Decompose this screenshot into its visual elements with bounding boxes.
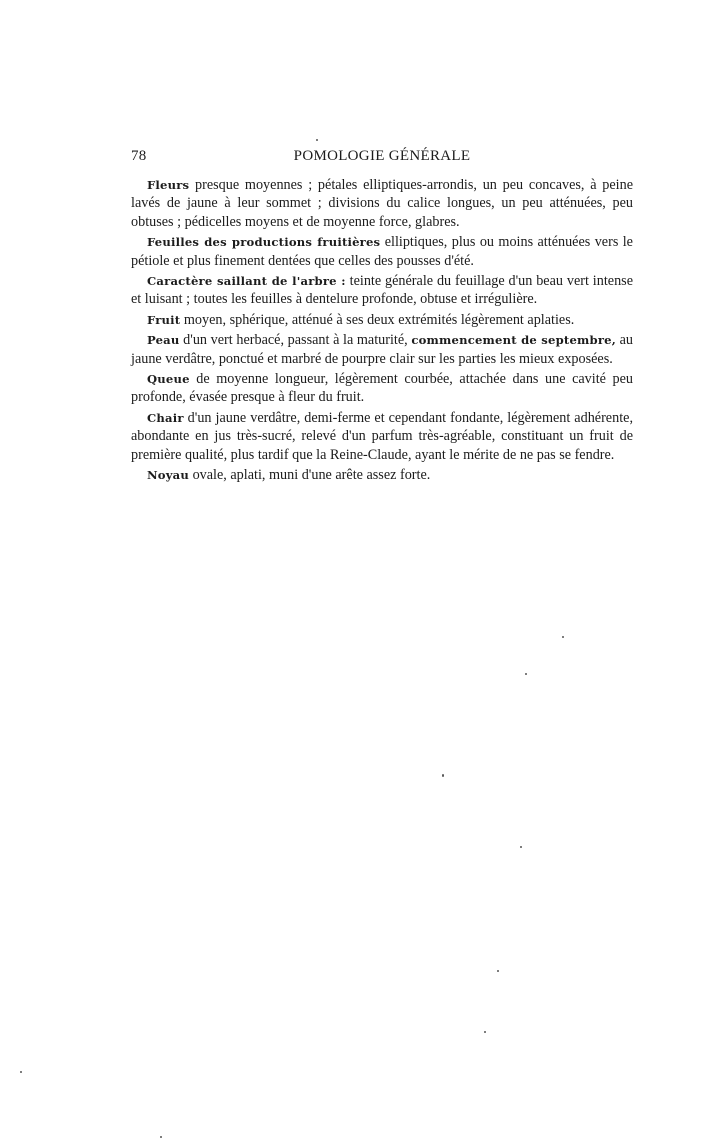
paragraph-caractere: [131, 272, 633, 309]
term-peau-date: commencement de septembre,: [411, 333, 616, 348]
text-noyau: ovale, aplati, muni d'une arête assez forte.: [189, 467, 431, 484]
scan-speck: [160, 1136, 162, 1138]
text-queue: de moyenne longueur, légèrement courbée, attachée dans une cavité peu profonde, évasée presque à fleur du fruit.: [131, 371, 633, 406]
text-peau: d'un vert herbacé, passant à la maturité,: [179, 332, 412, 349]
term-chair: Chair: [147, 410, 184, 425]
paragraph-fruit: [131, 311, 633, 329]
paragraph-peau: [131, 331, 633, 368]
scan-speck: [316, 139, 318, 141]
term-caractere: Caractère saillant de l'arbre :: [147, 274, 346, 289]
scan-speck: [520, 846, 522, 848]
term-fleurs: Fleurs: [147, 178, 190, 192]
scan-speck: [525, 673, 527, 675]
paragraph-feuilles: [131, 233, 633, 270]
term-noyau: Noyau: [147, 468, 190, 483]
page-number: 78: [131, 148, 147, 164]
paragraph-chair: [131, 409, 633, 464]
body-text: [131, 176, 633, 485]
scan-speck: [20, 1071, 22, 1073]
scan-speck: [562, 636, 564, 638]
running-title: POMOLOGIE GÉNÉRALE: [293, 148, 471, 164]
text-fruit: moyen, sphérique, atténué à ses deux extrémités légèrement aplaties.: [180, 311, 575, 328]
term-peau: Peau: [147, 333, 180, 348]
text-fleurs: presque moyennes ; pétales elliptiques-arrondis, un peu concaves, à peine lavés de jaune à leur sommet ; divisions du calice longues, un peu atténuées, peu obtuses ; pédicelles moyens et de moyenne force, glabres.: [131, 177, 633, 230]
text-chair: d'un jaune verdâtre, demi-ferme et cependant fondante, légèrement adhérente, abondante en jus très-sucré, relevé d'un parfum très-agréable, constituant un fruit de première qualité, plus tardif que la Reine-Claude, ayant le mérite de ne pas se fendre.: [131, 409, 633, 463]
term-fruit: Fruit: [147, 312, 181, 327]
term-feuilles: Feuilles des productions fruitières: [147, 235, 381, 250]
text-caractere: teinte générale du feuillage d'un beau vert intense et luisant ; toutes les feuilles à dentelure profonde, obtuse et irrégulière.: [131, 273, 633, 308]
text-feuilles: elliptiques, plus ou moins atténuées vers le pétiole et plus finement dentées que celles des pousses d'été.: [131, 234, 633, 269]
paragraph-noyau: [131, 466, 633, 484]
scan-speck: [484, 1031, 486, 1033]
paragraph-queue: [131, 370, 633, 407]
page-header: [131, 148, 633, 170]
paragraph-fleurs: [131, 176, 633, 231]
scan-speck: [497, 970, 499, 972]
term-queue: Queue: [147, 372, 190, 387]
text-peau-rest: au jaune verdâtre, ponctué et marbré de pourpre clair sur les parties les mieux exposées.: [131, 332, 633, 367]
scan-speck: [442, 774, 444, 777]
